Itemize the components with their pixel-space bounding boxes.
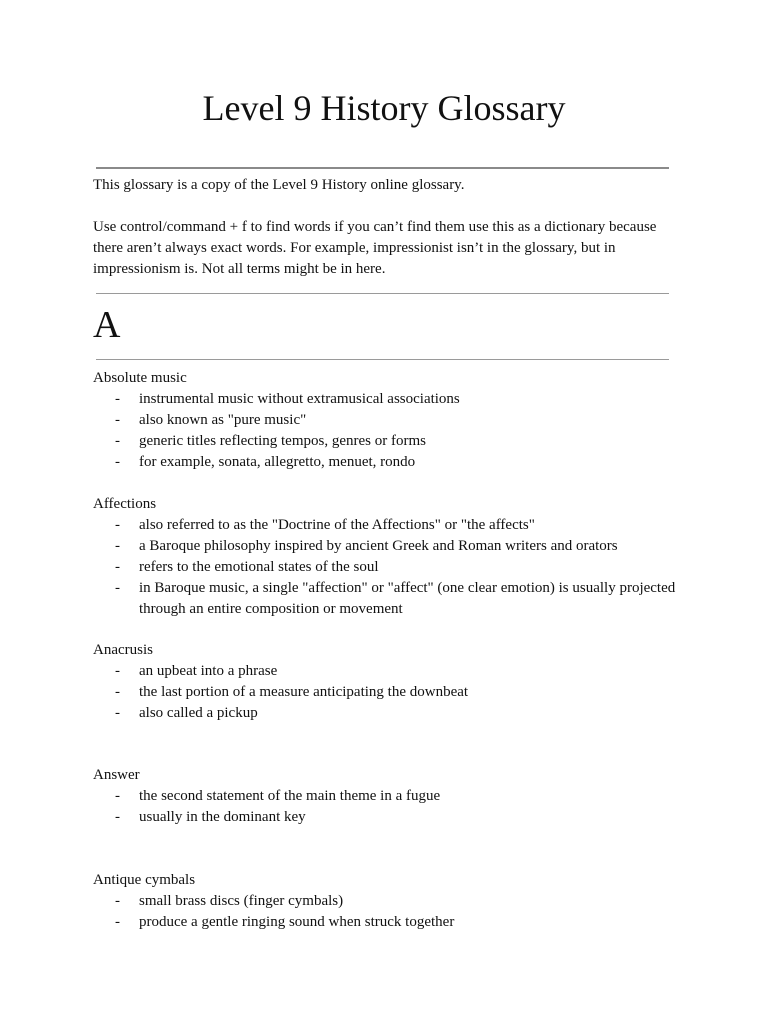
- definition-text: a Baroque philosophy inspired by ancient Greek and Roman writers and orators: [139, 538, 618, 554]
- dash-bullet: -: [115, 914, 120, 930]
- definition-item: [93, 912, 693, 933]
- definition-text: in Baroque music, a single "affection" or "affect" (one clear emotion) is usually projected through an entire composition or movement: [139, 580, 676, 617]
- glossary-entry: [93, 494, 693, 620]
- definition-text: small brass discs (finger cymbals): [139, 893, 344, 909]
- definition-item: [93, 807, 693, 828]
- glossary-term: Antique cymbals: [93, 872, 196, 888]
- definition-item: [93, 452, 693, 473]
- definition-item: [93, 786, 693, 807]
- instructions-paragraph: Use control/command + f to find words if you can’t find them use this as a dictionary because there aren’t always exact words. For example, impressionist isn’t in the glossary, but in impressionism is. Not all terms might be in here.: [93, 219, 657, 277]
- dash-bullet: -: [115, 517, 120, 533]
- definition-list: [93, 891, 693, 933]
- dash-bullet: -: [115, 663, 120, 679]
- dash-bullet: -: [115, 788, 120, 804]
- glossary-term: Affections: [93, 496, 157, 512]
- definition-text: refers to the emotional states of the soul: [139, 559, 379, 575]
- dash-bullet: -: [115, 412, 120, 428]
- dash-bullet: -: [115, 893, 120, 909]
- definition-text: also called a pickup: [139, 705, 258, 721]
- definition-item: [93, 431, 693, 452]
- dash-bullet: -: [115, 538, 120, 554]
- definition-text: an upbeat into a phrase: [139, 663, 278, 679]
- glossary-entry: [93, 640, 693, 724]
- definition-list: [93, 515, 693, 620]
- definition-text: produce a gentle ringing sound when struck together: [139, 914, 455, 930]
- glossary-entry: [93, 368, 693, 473]
- definition-item: [93, 891, 693, 912]
- definition-text: the last portion of a measure anticipating the downbeat: [139, 684, 469, 700]
- definition-item: [93, 557, 693, 578]
- definition-text: instrumental music without extramusical associations: [139, 391, 460, 407]
- definition-item: [93, 536, 693, 557]
- definition-item: [93, 661, 693, 682]
- section-divider-bottom: [96, 359, 669, 360]
- dash-bullet: -: [115, 454, 120, 470]
- section-divider-top: [96, 293, 669, 294]
- definition-list: [93, 786, 693, 828]
- dash-bullet: -: [115, 580, 120, 596]
- title-divider: [96, 167, 669, 169]
- glossary-term: Answer: [93, 767, 140, 783]
- dash-bullet: -: [115, 433, 120, 449]
- definition-text: for example, sonata, allegretto, menuet, rondo: [139, 454, 416, 470]
- dash-bullet: -: [115, 391, 120, 407]
- section-letter: A: [93, 304, 121, 346]
- dash-bullet: -: [115, 809, 120, 825]
- definition-text: also known as "pure music": [139, 412, 307, 428]
- definition-item: [93, 410, 693, 431]
- definition-text: generic titles reflecting tempos, genres or forms: [139, 433, 426, 449]
- glossary-term: Anacrusis: [93, 642, 153, 658]
- page-title: Level 9 History Glossary: [202, 88, 566, 128]
- definition-text: the second statement of the main theme in a fugue: [139, 788, 441, 804]
- glossary-entry: [93, 870, 693, 933]
- definition-item: [93, 682, 693, 703]
- definition-item: [93, 578, 693, 620]
- definition-item: [93, 515, 693, 536]
- dash-bullet: -: [115, 559, 120, 575]
- definition-list: [93, 389, 693, 473]
- intro-paragraph: This glossary is a copy of the Level 9 History online glossary.: [93, 177, 465, 193]
- dash-bullet: -: [115, 684, 120, 700]
- definition-list: [93, 661, 693, 724]
- definition-text: usually in the dominant key: [139, 809, 306, 825]
- glossary-entry: [93, 765, 693, 828]
- glossary-term: Absolute music: [93, 370, 187, 386]
- dash-bullet: -: [115, 705, 120, 721]
- definition-text: also referred to as the "Doctrine of the Affections" or "the affects": [139, 517, 535, 533]
- definition-item: [93, 703, 693, 724]
- definition-item: [93, 389, 693, 410]
